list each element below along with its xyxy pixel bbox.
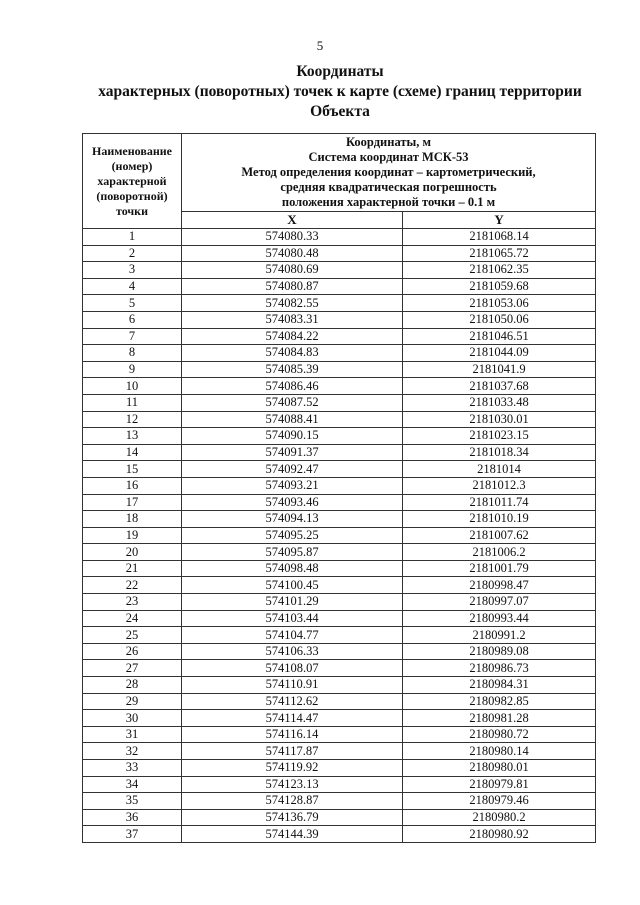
- title-line-1: Координаты: [296, 63, 384, 80]
- y-coordinate-cell: 2180980.72: [403, 726, 596, 743]
- y-coordinate-cell: 2181006.2: [403, 544, 596, 561]
- table-row: [83, 710, 596, 727]
- point-number-cell: 8: [83, 345, 182, 362]
- table-row: [83, 477, 596, 494]
- table-row: [83, 245, 596, 262]
- y-coordinate-cell: 2180997.07: [403, 594, 596, 611]
- y-column-header: Y: [403, 212, 596, 229]
- y-coordinate-cell: 2181007.62: [403, 527, 596, 544]
- x-coordinate-cell: 574117.87: [182, 743, 403, 760]
- header-line: Система координат МСК-53: [308, 150, 469, 164]
- x-coordinate-cell: 574110.91: [182, 677, 403, 694]
- point-number-cell: 30: [83, 710, 182, 727]
- x-coordinate-cell: 574087.52: [182, 394, 403, 411]
- point-number-cell: 14: [83, 444, 182, 461]
- x-coordinate-cell: 574090.15: [182, 428, 403, 445]
- point-name-header: [83, 134, 182, 229]
- table-row: [83, 677, 596, 694]
- table-row: [83, 544, 596, 561]
- y-coordinate-cell: 2180998.47: [403, 577, 596, 594]
- y-coordinate-cell: 2181018.34: [403, 444, 596, 461]
- point-number-cell: 3: [83, 262, 182, 279]
- header-line: (поворотной): [96, 188, 168, 203]
- y-coordinate-cell: 2180980.14: [403, 743, 596, 760]
- y-coordinate-cell: 2180993.44: [403, 610, 596, 627]
- x-coordinate-cell: 574092.47: [182, 461, 403, 478]
- point-number-cell: 5: [83, 295, 182, 312]
- x-coordinate-cell: 574088.41: [182, 411, 403, 428]
- table-row: [83, 295, 596, 312]
- y-coordinate-cell: 2180989.08: [403, 643, 596, 660]
- y-coordinate-cell: 2180986.73: [403, 660, 596, 677]
- point-number-cell: 32: [83, 743, 182, 760]
- point-number-cell: 22: [83, 577, 182, 594]
- title-line-2: характерных (поворотных) точек к карте (схеме) границ территории: [98, 83, 582, 100]
- point-number-cell: 33: [83, 760, 182, 777]
- header-line: Наименование: [92, 143, 172, 158]
- y-coordinate-cell: 2180979.81: [403, 776, 596, 793]
- table-row: [83, 776, 596, 793]
- header-line: (номер): [111, 158, 153, 173]
- y-coordinate-cell: 2181012.3: [403, 477, 596, 494]
- table-row: [83, 511, 596, 528]
- table-row: [83, 444, 596, 461]
- y-coordinate-cell: 2181065.72: [403, 245, 596, 262]
- point-number-cell: 6: [83, 311, 182, 328]
- title-line-3: Объекта: [310, 103, 370, 120]
- x-coordinate-cell: 574123.13: [182, 776, 403, 793]
- coordinates-table: [82, 133, 596, 843]
- table-row: [83, 229, 596, 246]
- point-number-cell: 19: [83, 527, 182, 544]
- table-row: [83, 793, 596, 810]
- y-coordinate-cell: 2181014: [403, 461, 596, 478]
- point-number-cell: 11: [83, 394, 182, 411]
- x-coordinate-cell: 574098.48: [182, 560, 403, 577]
- header-line: Координаты, м: [345, 135, 432, 149]
- point-number-cell: 37: [83, 826, 182, 843]
- table-row: [83, 527, 596, 544]
- x-coordinate-cell: 574100.45: [182, 577, 403, 594]
- y-coordinate-cell: 2181046.51: [403, 328, 596, 345]
- y-coordinate-cell: 2181037.68: [403, 378, 596, 395]
- y-coordinate-cell: 2181041.9: [403, 361, 596, 378]
- coordinates-header: [182, 134, 596, 212]
- header-line: средняя квадратическая погрешность: [280, 180, 497, 194]
- x-coordinate-cell: 574086.46: [182, 378, 403, 395]
- y-coordinate-cell: 2181068.14: [403, 229, 596, 246]
- point-number-cell: 4: [83, 278, 182, 295]
- table-row: [83, 411, 596, 428]
- x-coordinate-cell: 574093.21: [182, 477, 403, 494]
- x-coordinate-cell: 574082.55: [182, 295, 403, 312]
- table-row: [83, 494, 596, 511]
- point-number-cell: 31: [83, 726, 182, 743]
- y-coordinate-cell: 2180980.92: [403, 826, 596, 843]
- table-row: [83, 627, 596, 644]
- point-number-cell: 7: [83, 328, 182, 345]
- x-coordinate-cell: 574080.69: [182, 262, 403, 279]
- y-coordinate-cell: 2181001.79: [403, 560, 596, 577]
- x-coordinate-cell: 574083.31: [182, 311, 403, 328]
- document-title: [60, 62, 620, 122]
- x-coordinate-cell: 574091.37: [182, 444, 403, 461]
- point-number-cell: 17: [83, 494, 182, 511]
- y-coordinate-cell: 2180991.2: [403, 627, 596, 644]
- table-row: [83, 311, 596, 328]
- table-row: [83, 660, 596, 677]
- point-number-cell: 26: [83, 643, 182, 660]
- table-row: [83, 394, 596, 411]
- point-number-cell: 28: [83, 677, 182, 694]
- point-number-cell: 2: [83, 245, 182, 262]
- table-row: [83, 743, 596, 760]
- x-coordinate-cell: 574093.46: [182, 494, 403, 511]
- x-coordinate-cell: 574144.39: [182, 826, 403, 843]
- x-coordinate-cell: 574095.25: [182, 527, 403, 544]
- table-row: [83, 461, 596, 478]
- header-line: точки: [115, 203, 149, 218]
- table-row: [83, 809, 596, 826]
- x-coordinate-cell: 574112.62: [182, 693, 403, 710]
- table-row: [83, 594, 596, 611]
- y-coordinate-cell: 2181030.01: [403, 411, 596, 428]
- header-line: положения характерной точки – 0.1 м: [281, 195, 496, 209]
- x-coordinate-cell: 574094.13: [182, 511, 403, 528]
- y-coordinate-cell: 2180984.31: [403, 677, 596, 694]
- x-coordinate-cell: 574084.83: [182, 345, 403, 362]
- x-coordinate-cell: 574101.29: [182, 594, 403, 611]
- y-coordinate-cell: 2180980.01: [403, 760, 596, 777]
- x-coordinate-cell: 574106.33: [182, 643, 403, 660]
- y-coordinate-cell: 2181044.09: [403, 345, 596, 362]
- x-coordinate-cell: 574080.33: [182, 229, 403, 246]
- point-number-cell: 27: [83, 660, 182, 677]
- table-row: [83, 361, 596, 378]
- y-coordinate-cell: 2181062.35: [403, 262, 596, 279]
- y-coordinate-cell: 2181033.48: [403, 394, 596, 411]
- point-number-cell: 13: [83, 428, 182, 445]
- point-number-cell: 1: [83, 229, 182, 246]
- x-coordinate-cell: 574104.77: [182, 627, 403, 644]
- table-row: [83, 262, 596, 279]
- table-row: [83, 643, 596, 660]
- point-number-cell: 9: [83, 361, 182, 378]
- point-number-cell: 36: [83, 809, 182, 826]
- page-number: 5: [316, 38, 324, 53]
- x-coordinate-cell: 574095.87: [182, 544, 403, 561]
- y-coordinate-cell: 2181053.06: [403, 295, 596, 312]
- table-row: [83, 560, 596, 577]
- x-coordinate-cell: 574085.39: [182, 361, 403, 378]
- table-row: [83, 577, 596, 594]
- y-coordinate-cell: 2180979.46: [403, 793, 596, 810]
- x-coordinate-cell: 574116.14: [182, 726, 403, 743]
- point-number-cell: 34: [83, 776, 182, 793]
- point-number-cell: 29: [83, 693, 182, 710]
- point-number-cell: 21: [83, 560, 182, 577]
- y-coordinate-cell: 2181011.74: [403, 494, 596, 511]
- y-coordinate-cell: 2180980.2: [403, 809, 596, 826]
- point-number-cell: 16: [83, 477, 182, 494]
- table-row: [83, 278, 596, 295]
- x-coordinate-cell: 574136.79: [182, 809, 403, 826]
- x-coordinate-cell: 574080.48: [182, 245, 403, 262]
- table-row: [83, 328, 596, 345]
- table-row: [83, 826, 596, 843]
- point-number-cell: 23: [83, 594, 182, 611]
- table-row: [83, 760, 596, 777]
- y-coordinate-cell: 2181010.19: [403, 511, 596, 528]
- y-coordinate-cell: 2180981.28: [403, 710, 596, 727]
- x-coordinate-cell: 574080.87: [182, 278, 403, 295]
- point-number-cell: 20: [83, 544, 182, 561]
- x-coordinate-cell: 574084.22: [182, 328, 403, 345]
- y-coordinate-cell: 2180982.85: [403, 693, 596, 710]
- x-column-header: X: [182, 212, 403, 229]
- y-coordinate-cell: 2181059.68: [403, 278, 596, 295]
- point-number-cell: 25: [83, 627, 182, 644]
- point-number-cell: 35: [83, 793, 182, 810]
- x-coordinate-cell: 574114.47: [182, 710, 403, 727]
- point-number-cell: 24: [83, 610, 182, 627]
- point-number-cell: 18: [83, 511, 182, 528]
- x-coordinate-cell: 574119.92: [182, 760, 403, 777]
- point-number-cell: 12: [83, 411, 182, 428]
- table-row: [83, 428, 596, 445]
- y-coordinate-cell: 2181023.15: [403, 428, 596, 445]
- table-row: [83, 345, 596, 362]
- table-row: [83, 693, 596, 710]
- table-row: [83, 610, 596, 627]
- point-number-cell: 15: [83, 461, 182, 478]
- x-coordinate-cell: 574103.44: [182, 610, 403, 627]
- header-line: Метод определения координат – картометрический,: [241, 165, 536, 179]
- y-coordinate-cell: 2181050.06: [403, 311, 596, 328]
- x-coordinate-cell: 574128.87: [182, 793, 403, 810]
- point-number-cell: 10: [83, 378, 182, 395]
- header-line: характерной: [97, 173, 167, 188]
- table-row: [83, 726, 596, 743]
- x-coordinate-cell: 574108.07: [182, 660, 403, 677]
- table-body: [83, 229, 596, 843]
- table-row: [83, 378, 596, 395]
